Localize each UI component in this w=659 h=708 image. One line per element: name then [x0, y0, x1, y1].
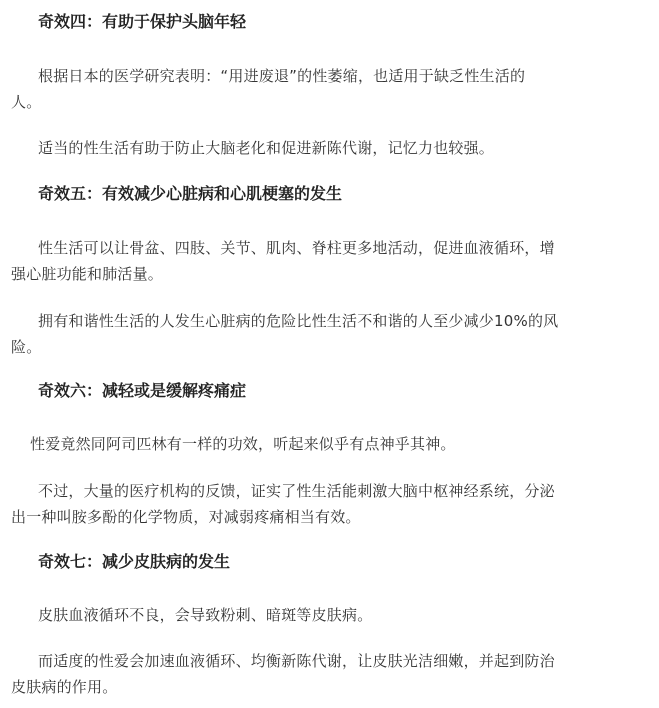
paragraph-5-1: [11, 235, 555, 287]
paragraph-4-1: [11, 63, 526, 115]
paragraph-line: 拥有和谐性生活的人发生心脏病的危险比性生活不和谐的人至少减少10%的风: [38, 312, 559, 330]
paragraph-line: 而适度的性爱会加速血液循环、均衡新陈代谢，让皮肤光洁细嫩，并起到防治: [38, 652, 555, 670]
section-heading-4: 奇效四：有助于保护头脑年轻: [38, 12, 247, 31]
paragraph-4-2: [38, 135, 494, 161]
paragraph-line: 强心脏功能和肺活量。: [11, 265, 164, 283]
paragraph-line: 险。: [11, 338, 42, 356]
paragraph-6-2: [11, 478, 555, 530]
paragraph-line: 性爱竟然同阿司匹林有一样的功效，听起来似乎有点神乎其神。: [30, 435, 456, 453]
paragraph-7-1: [38, 602, 372, 628]
paragraph-line: 皮肤血液循环不良，会导致粉刺、暗斑等皮肤病。: [38, 606, 373, 624]
paragraph-line: 出一种叫胺多酚的化学物质，对减弱疼痛相当有效。: [11, 508, 361, 526]
paragraph-line: 皮肤病的作用。: [11, 678, 118, 696]
section-heading-5: 奇效五：有效减少心脏病和心肌梗塞的发生: [38, 184, 343, 203]
paragraph-5-2: [11, 308, 559, 360]
paragraph-line: 不过，大量的医疗机构的反馈，证实了性生活能刺激大脑中枢神经系统，分泌: [38, 482, 555, 500]
paragraph-6-1: [30, 431, 456, 457]
section-heading-7: 奇效七：减少皮肤病的发生: [38, 552, 231, 571]
paragraph-line: 根据日本的医学研究表明：“用进废退”的性萎缩，也适用于缺乏性生活的: [38, 67, 526, 85]
paragraph-line: 人。: [11, 93, 42, 111]
paragraph-line: 适当的性生活有助于防止大脑老化和促进新陈代谢，记忆力也较强。: [38, 139, 495, 157]
section-heading-6: 奇效六：减轻或是缓解疼痛症: [38, 381, 247, 400]
paragraph-7-2: [11, 648, 555, 700]
paragraph-line: 性生活可以让骨盆、四肢、关节、肌肉、脊柱更多地活动，促进血液循环，增: [38, 239, 555, 257]
